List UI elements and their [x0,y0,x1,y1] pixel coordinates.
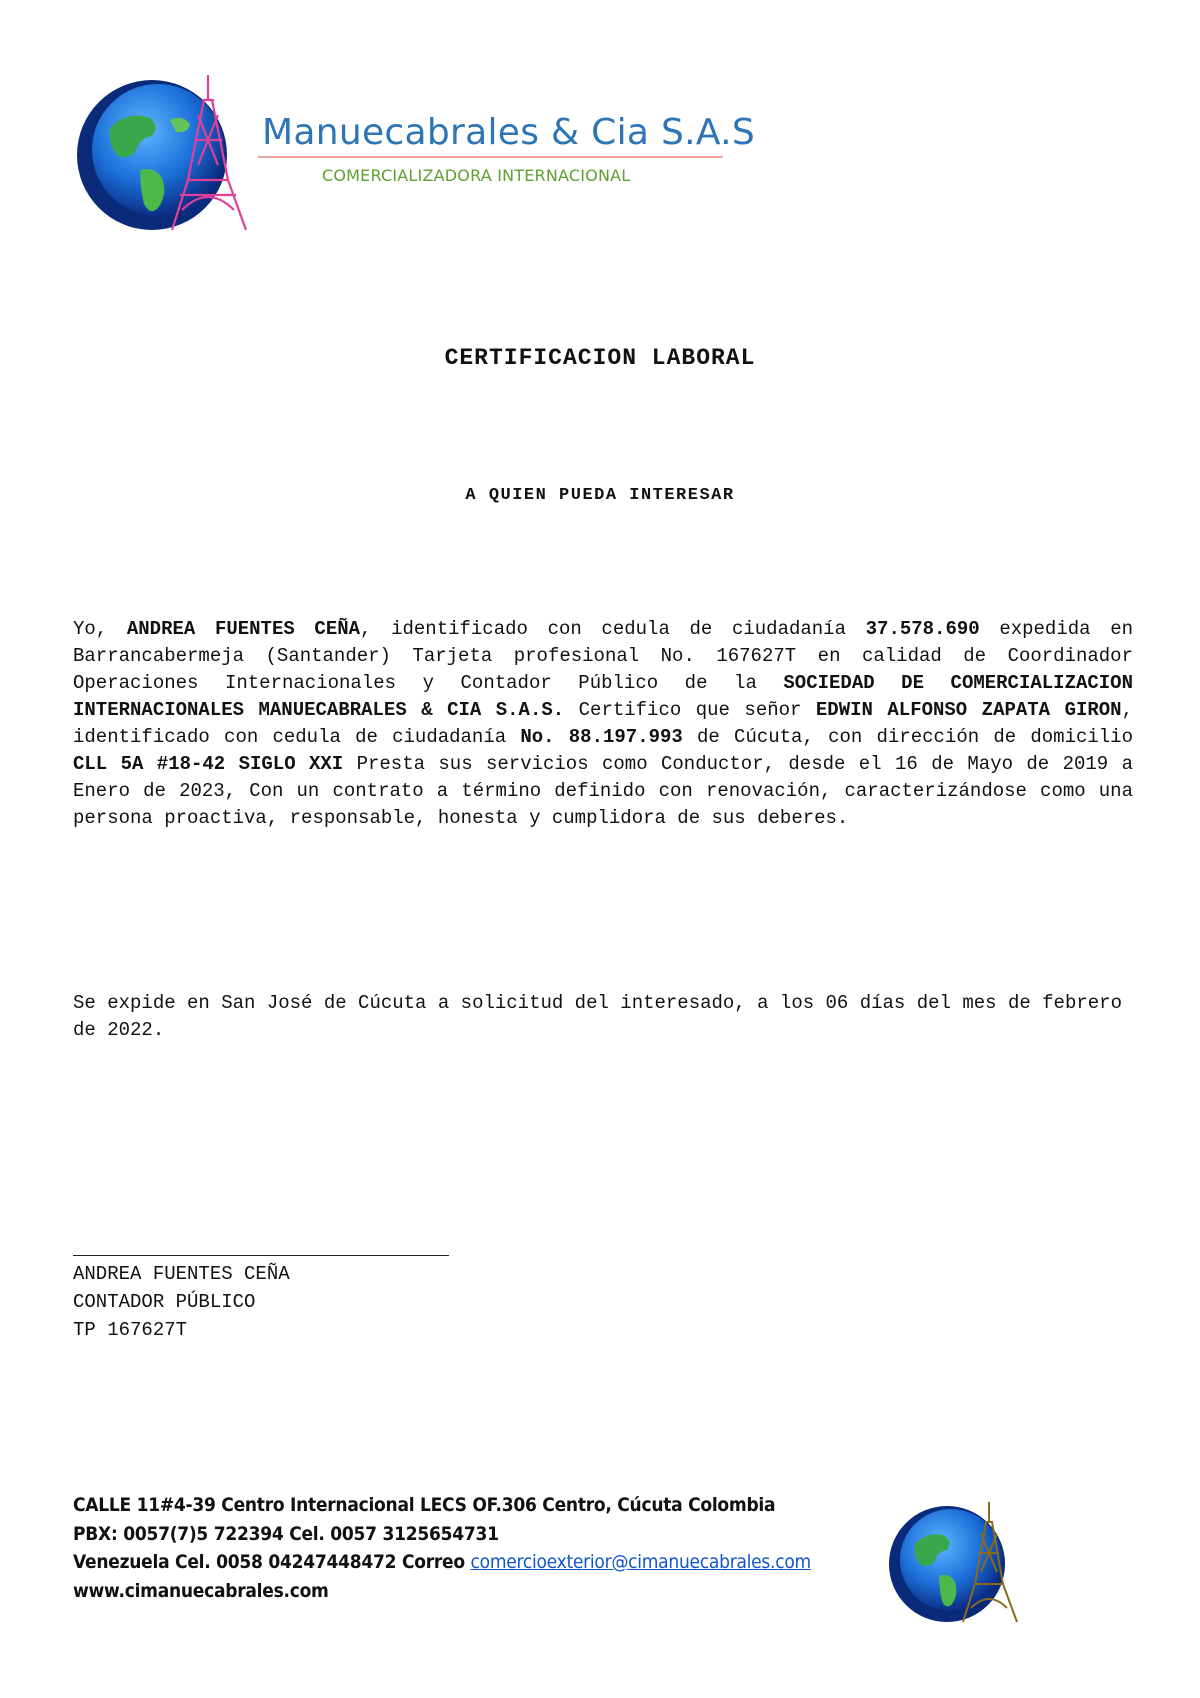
signer-name: ANDREA FUENTES CEÑA [73,1263,290,1285]
body-text-segment: Yo, [73,618,127,640]
company-tagline: COMERCIALIZADORA INTERNACIONAL [322,166,631,185]
footer-venezuela-line [73,1548,811,1577]
body-text-segment: Certifico que señor [564,699,816,721]
company-name: Manuecabrales & Cia S.A.S [262,112,756,153]
footer-email-link[interactable]: comercioexterior@cimanuecabrales.com [470,1551,811,1573]
body-text-segment: Presta sus servicios como Conductor, desde el 16 de Mayo de 2019 a Enero de 2023, Con un contrato a término definido con renovación, caracterizándose como una persona proactiva, responsable, honesta y cumplidora de sus deberes. [73,753,1133,829]
signature-line [73,1255,449,1256]
signer-license: TP 167627T [73,1319,188,1341]
body-bold-segment: CLL 5A #18-42 SIGLO XXI [73,753,344,775]
footer-contact [73,1491,811,1605]
document-title: CERTIFICACION LABORAL [444,345,756,371]
body-text-segment: , identificado con cedula de ciudadanía [73,699,1133,748]
footer-address: CALLE 11#4-39 Centro Internacional LECS OF.306 Centro, Cúcuta Colombia [73,1494,776,1516]
body-bold-segment: No. 88.197.993 [520,726,683,748]
footer-venezuela-text: Venezuela Cel. 0058 04247448472 Correo [73,1551,471,1573]
body-text-segment: de Cúcuta, con dirección de domicilio [682,726,1133,748]
brand-divider [258,156,723,158]
footer-phones: PBX: 0057(7)5 722394 Cel. 0057 3125654731 [73,1522,499,1545]
signer-role: CONTADOR PÚBLICO [73,1291,256,1313]
body-text-segment: expedida en Barrancabermeja (Santander) Tarjeta profesional No. 167627T en calidad de Coordinador Operaciones Internacionales y Contador Público de la [73,618,1134,694]
footer-website: www.cimanuecabrales.com [73,1579,329,1602]
body-text-segment: , identificado con cedula de ciudadanía [360,618,866,640]
closing-paragraph: Se expide en San José de Cúcuta a solicitud del interesado, a los 06 días del mes de febrero de 2022. [73,992,1122,1041]
body-bold-segment: 37.578.690 [865,618,980,640]
certificate-body [73,616,1133,832]
signature-block [73,1260,290,1344]
globe-eiffel-tower-logo-icon [70,70,260,235]
body-bold-segment: EDWIN ALFONSO ZAPATA GIRON [815,699,1122,721]
globe-eiffel-tower-logo-small-icon [885,1498,1027,1626]
document-salutation: A QUIEN PUEDA INTERESAR [465,486,735,505]
body-bold-segment: SOCIEDAD DE COMERCIALIZACION INTERNACIONALES MANUECABRALES & CIA S.A.S. [73,672,1133,721]
body-bold-segment: ANDREA FUENTES CEÑA [126,618,361,640]
